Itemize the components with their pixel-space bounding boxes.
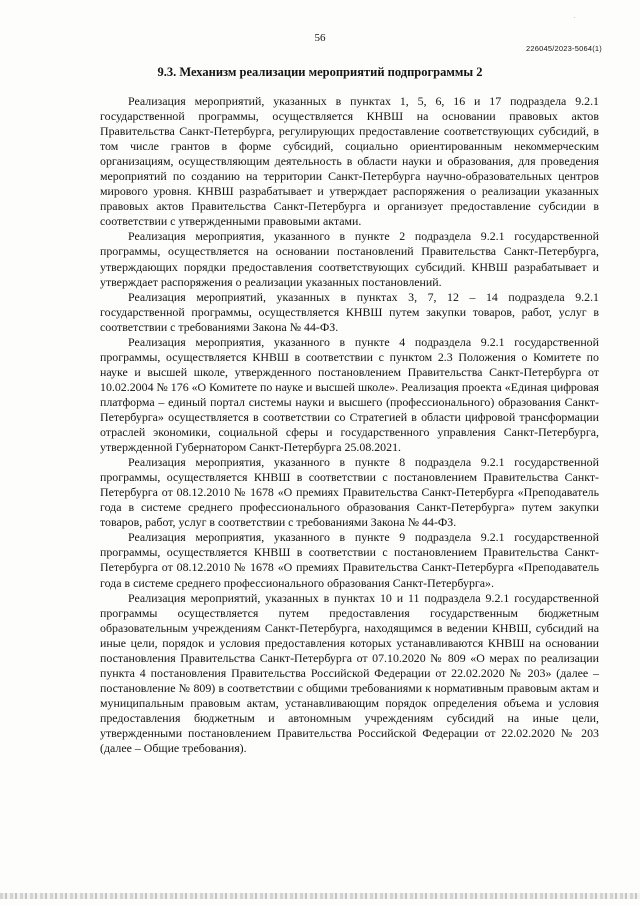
section-heading: 9.3. Механизм реализации мероприятий подпрограммы 2 — [157, 65, 483, 79]
document-body — [100, 94, 599, 756]
scan-corner-mark: · — [573, 14, 576, 22]
paragraph-3: Реализация мероприятий, указанных в пунктах 3, 7, 12 – 14 подраздела 9.2.1 государственной программы, осуществляется КНВШ путем закупки товаров, работ, услуг в соответствии с требованиями Закона № 44-ФЗ. — [100, 289, 599, 334]
paragraph-7: Реализация мероприятий, указанных в пунктах 10 и 11 подраздела 9.2.1 государственной программы осуществляется путем предоставления государственным бюджетным образовательным учреждениям Санкт-Петербурга, находящимся в ведении КНВШ, субсидий на иные цели, порядок и условия предоставления которых устанавливаются КНВШ на основании постановления Правительства Санкт-Петербурга от 07.10.2020 № 809 «О мерах по реализации пункта 4 постановления Правительства Российской Федерации от 22.02.2020 № 203» (далее – постановление № 809) в соответствии с общими требованиями к нормативным правовым актам и муниципальным правовым актам, устанавливающим порядок определения объема и условия предоставления бюджетным и автономным учреждениям субсидий на иные цели, утвержденными постановлением Правительства Российской Федерации от 22.02.2020 № 203 (далее – Общие требования). — [100, 590, 599, 756]
paragraph-4: Реализация мероприятия, указанного в пункте 4 подраздела 9.2.1 государственной программы, осуществляется КНВШ в соответствии с пунктом 2.3 Положения о Комитете по науке и высшей школе, утвержденного постановлением Правительства Санкт-Петербурга от 10.02.2004 № 176 «О Комитете по науке и высшей школе». Реализация проекта «Единая цифровая платформа – единый портал системы науки и высшего (профессионального) образования Санкт-Петербурга» осуществляется в соответствии со Стратегией в области цифровой трансформации отраслей экономики, социальной сферы и государственного управления Санкт-Петербурга, утвержденной Губернатором Санкт-Петербурга 25.08.2021. — [100, 334, 599, 455]
paragraph-1: Реализация мероприятий, указанных в пунктах 1, 5, 6, 16 и 17 подраздела 9.2.1 государственной программы, осуществляется КНВШ на основании правовых актов Правительства Санкт-Петербурга, регулирующих предоставление соответствующих субсидий, в том числе грантов в форме субсидий, социально ориентированным некоммерческим организациям, осуществляющим деятельность в области науки и образования, для проведения мероприятий по созданию на территории Санкт-Петербурга научно-образовательных центров мирового уровня. КНВШ разрабатывает и утверждает распоряжения о реализации указанных правовых актов Правительства Санкт-Петербурга и организует предоставление субсидии в соответствии с утвержденными правовыми актами. — [100, 94, 599, 229]
paragraph-2: Реализация мероприятия, указанного в пункте 2 подраздела 9.2.1 государственной программы, осуществляется на основании постановлений Правительства Санкт-Петербурга, утверждающих порядки предоставления соответствующих субсидий. КНВШ разрабатывает и утверждает распоряжения о реализации указанных постановлений. — [100, 229, 599, 289]
paragraph-6: Реализация мероприятия, указанного в пункте 9 подраздела 9.2.1 государственной программы, осуществляется КНВШ в соответствии с постановлением Правительства Санкт-Петербурга от 08.12.2010 № 1678 «О премиях Правительства Санкт-Петербурга «Преподаватель года в системе среднего профессионального образования Санкт-Петербурга». — [100, 530, 599, 590]
page-number: 56 — [314, 32, 326, 44]
paragraph-5: Реализация мероприятия, указанного в пункте 8 подраздела 9.2.1 государственной программы, осуществляется КНВШ в соответствии с постановлением Правительства Санкт-Петербурга от 08.12.2010 № 1678 «О премиях Правительства Санкт-Петербурга «Преподаватель года в системе среднего профессионального образования Санкт-Петербурга» путем закупки товаров, работ, услуг в соответствии с требованиями Закона № 44-ФЗ. — [100, 455, 599, 530]
scan-edge-strip — [0, 893, 640, 899]
document-registration-code: 226045/2023-5064(1) — [526, 44, 602, 53]
